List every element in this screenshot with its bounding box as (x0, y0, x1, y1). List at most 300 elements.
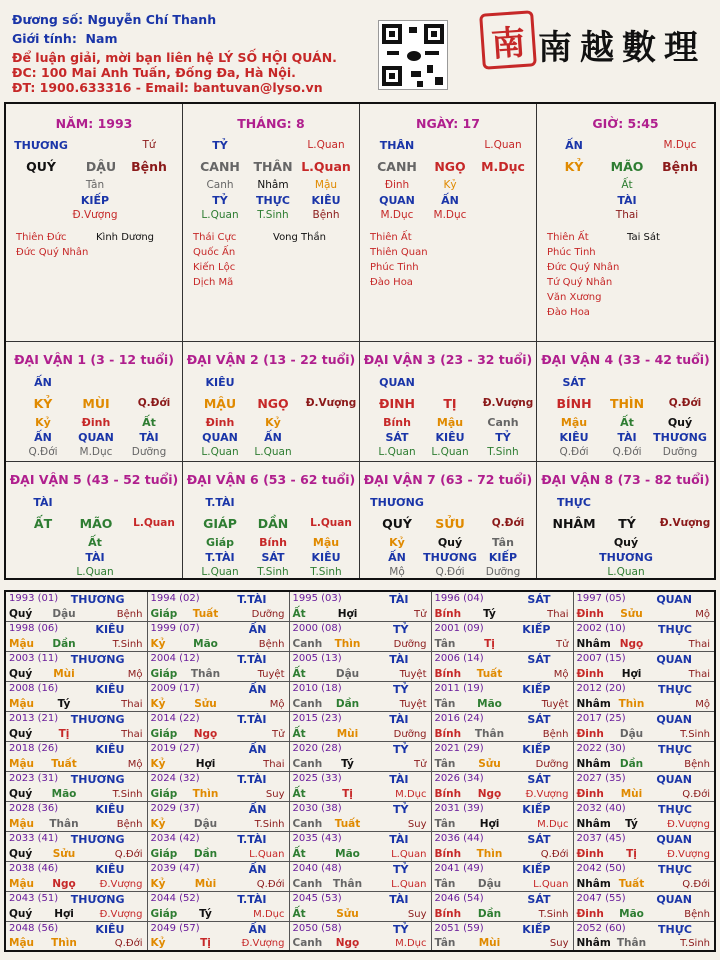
year-god: KIẾP (522, 622, 551, 636)
year-state: Đ.Vượng (525, 788, 569, 800)
year-cell (431, 891, 573, 921)
year-stem: Kỷ (150, 697, 166, 710)
year-stem: Quý (9, 727, 33, 740)
year-branch: Thìn (618, 697, 645, 710)
year-state: M.Dục (395, 788, 427, 800)
year-god: TÀI (389, 832, 409, 846)
year-branch: Thân (616, 937, 647, 949)
year-branch: Tý (57, 697, 71, 710)
year-cell (5, 651, 147, 681)
year-cell (147, 621, 289, 651)
shen-sha-item: Thái Cực (193, 232, 237, 243)
year-god: KIẾP (522, 862, 551, 876)
hidden-stem: Kỷ (35, 416, 51, 429)
year-cell (289, 831, 431, 861)
hidden-god: THƯƠNG (599, 551, 653, 564)
year-branch: Dậu (619, 727, 644, 740)
year-label: 2015 (23) (292, 712, 342, 724)
pillar-value: M.Dục (481, 159, 525, 174)
shen-sha-item: Đào Hoa (370, 277, 413, 288)
year-label: 2043 (51) (9, 892, 59, 904)
shen-sha-bad (273, 230, 326, 245)
year-stem: Tân (434, 637, 456, 650)
pillar-value: CANH (200, 159, 240, 174)
year-label: 2016 (24) (434, 712, 484, 724)
year-god: TỶ (393, 622, 409, 636)
year-stem: Tân (434, 877, 456, 890)
year-stem: Ất (292, 607, 306, 620)
year-cell (147, 741, 289, 771)
year-label: 1998 (06) (9, 622, 59, 634)
year-label: 2019 (27) (150, 742, 200, 754)
year-stem: Nhâm (576, 937, 611, 949)
pillar-value: L.Quan (484, 139, 522, 151)
pillar-value: Bệnh (662, 159, 698, 174)
year-label: 1996 (04) (434, 593, 484, 604)
year-label: 1995 (03) (292, 593, 342, 604)
year-label: 2049 (57) (150, 922, 200, 934)
hidden-god: KIÊU (311, 551, 341, 564)
year-label: 2017 (25) (576, 712, 626, 724)
pillar-value: Ất (621, 179, 633, 191)
year-branch: Tị (342, 787, 353, 800)
pillar-value: T.Sinh (257, 209, 289, 221)
contact-phone-email[interactable]: ĐT: 1900.633316 - Email: bantuvan@lyso.vn (12, 80, 323, 95)
year-cell (147, 771, 289, 801)
hidden-stem: Quý (667, 416, 693, 429)
dai-van-stem: BÍNH (556, 396, 592, 411)
year-label: 2024 (32) (150, 772, 200, 784)
year-god: KIÊU (95, 682, 125, 696)
pillar-title: NGÀY: 17 (416, 116, 480, 131)
dai-van-god: THƯƠNG (370, 496, 424, 509)
year-god: T.TÀI (237, 772, 267, 786)
year-state: Suy (407, 818, 427, 830)
hidden-stem: Quý (613, 536, 639, 549)
year-cell (5, 741, 147, 771)
year-state: Thai (688, 668, 710, 680)
year-cell (147, 861, 289, 891)
hidden-state: Q.Đới (612, 446, 642, 458)
year-stem: Tân (434, 697, 456, 710)
year-god: TỶ (393, 922, 409, 936)
year-state: Tuyệt (257, 668, 285, 680)
shen-sha-good (16, 230, 88, 260)
dai-van-state: Đ.Vượng (305, 397, 357, 409)
pillar-value: NGỌ (434, 159, 466, 174)
hidden-stem: Giáp (205, 536, 235, 549)
year-cell (431, 801, 573, 831)
year-branch: Ngọ (52, 877, 76, 890)
year-stem: Tân (434, 757, 456, 770)
dai-van-stem: ẤT (33, 516, 53, 531)
year-cell (289, 891, 431, 921)
year-state: Tuyệt (541, 698, 569, 710)
year-stem: Ất (292, 847, 306, 860)
year-state: Tuyệt (399, 668, 427, 680)
shen-sha-item: Văn Xương (547, 292, 602, 303)
year-branch: Mùi (194, 877, 217, 890)
pillar-title: THÁNG: 8 (237, 116, 305, 131)
pillar-value: Tứ (142, 139, 156, 151)
year-state: Bệnh (684, 908, 710, 920)
year-label: 2027 (35) (576, 772, 626, 784)
year-label: 2029 (37) (150, 802, 200, 814)
year-state: Mộ (695, 608, 710, 620)
year-cell (431, 831, 573, 861)
year-cell (289, 861, 431, 891)
year-state: Đ.Vượng (99, 908, 143, 920)
dai-van-stem: KỶ (33, 396, 53, 411)
hidden-state: Q.Đới (559, 446, 589, 458)
shen-sha-item: Dịch Mã (193, 277, 234, 288)
year-stem: Giáp (150, 727, 178, 740)
hidden-god: SÁT (261, 551, 285, 564)
dai-van-cell (6, 342, 183, 462)
year-stem: Tân (434, 937, 456, 949)
year-stem: Canh (292, 937, 323, 949)
year-cell (5, 801, 147, 831)
year-label: 2025 (33) (292, 772, 342, 784)
hidden-stem: Quý (437, 536, 463, 549)
year-state: Đ.Vượng (667, 848, 710, 860)
year-stem: Canh (292, 757, 323, 770)
hidden-stem: Mậu (436, 416, 464, 429)
shen-sha-item: Tai Sát (627, 232, 660, 243)
year-stem: Đinh (576, 907, 604, 920)
year-label: 2002 (10) (576, 622, 626, 634)
hidden-state: L.Quan (431, 446, 469, 458)
pillar-cell (6, 104, 183, 342)
year-label: 2009 (17) (150, 682, 200, 694)
year-state: Dưỡng (393, 728, 427, 740)
year-label: 2021 (29) (434, 742, 484, 754)
hidden-stem: Mậu (312, 536, 340, 549)
year-label: 2032 (40) (576, 802, 626, 814)
year-cell (573, 591, 715, 621)
year-state: T.Sinh (538, 908, 569, 920)
year-stem: Đinh (576, 787, 604, 800)
year-branch: Hợi (479, 817, 500, 830)
pillar-value: L.Quan (307, 139, 345, 151)
year-cell (5, 771, 147, 801)
table-row (5, 921, 715, 951)
pillar-value: Nhâm (257, 179, 289, 191)
year-state: Mộ (553, 668, 569, 680)
year-branch: Tý (483, 607, 496, 620)
hidden-god: KIÊU (559, 431, 589, 444)
annual-luck-table (4, 590, 716, 952)
year-stem: Canh (292, 817, 323, 830)
table-row (5, 711, 715, 741)
gender (12, 31, 117, 46)
year-stem: Bính (434, 607, 462, 620)
year-god: QUAN (656, 652, 692, 666)
year-state: T.Sinh (254, 818, 285, 830)
year-label: 2045 (53) (292, 892, 342, 904)
year-cell (431, 621, 573, 651)
dai-van-state: Đ.Vượng (659, 517, 711, 529)
year-god: THƯƠNG (70, 772, 125, 786)
year-label: 2051 (59) (434, 922, 484, 934)
year-god: ẤN (248, 742, 267, 756)
hidden-state: L.Quan (201, 566, 239, 578)
year-god: THỰC (658, 742, 692, 756)
year-label: 1994 (02) (150, 593, 200, 604)
year-stem: Nhâm (576, 817, 611, 830)
year-stem: Mậu (9, 697, 35, 710)
year-cell (289, 921, 431, 951)
year-god: ẤN (248, 922, 267, 936)
hidden-god: THƯƠNG (423, 551, 477, 564)
pillar-value: ẤN (565, 139, 583, 152)
year-god: T.TÀI (237, 652, 267, 666)
hidden-stem: Kỷ (389, 536, 405, 549)
year-stem: Mậu (9, 637, 35, 650)
year-branch: Tý (341, 757, 354, 770)
gender-label: Giới tính: (12, 31, 77, 46)
year-label: 2023 (31) (9, 772, 59, 784)
year-branch: Tị (484, 637, 495, 650)
year-stem: Bính (434, 667, 462, 680)
pillar-value: Tân (85, 179, 105, 191)
year-branch: Thìn (51, 937, 77, 949)
year-branch: Tuất (334, 817, 361, 830)
year-branch: Dần (619, 757, 644, 770)
table-row (5, 651, 715, 681)
year-god: QUAN (656, 712, 692, 726)
year-label: 2007 (15) (576, 652, 626, 664)
pillar-value: THỰC (256, 194, 290, 207)
hidden-state: Dưỡng (662, 446, 698, 458)
year-cell (431, 771, 573, 801)
year-god: THỰC (658, 922, 692, 936)
dai-van-branch: NGỌ (257, 396, 289, 411)
year-cell (289, 621, 431, 651)
year-state: Bệnh (258, 638, 285, 650)
year-god: SÁT (527, 892, 551, 906)
year-cell (289, 651, 431, 681)
pillar-value: L.Quan (201, 209, 239, 221)
brand-logo: 南越數理 (538, 28, 706, 68)
hidden-god: TÀI (617, 431, 637, 444)
year-god: SÁT (527, 832, 551, 846)
year-label: 2014 (22) (150, 712, 200, 724)
year-stem: Bính (434, 787, 462, 800)
year-god: QUAN (656, 593, 692, 606)
contact-address: ĐC: 100 Mai Anh Tuấn, Đống Đa, Hà Nội. (12, 65, 296, 80)
year-cell (5, 831, 147, 861)
year-label: 2033 (41) (9, 832, 59, 844)
year-cell (431, 711, 573, 741)
year-label: 2047 (55) (576, 892, 626, 904)
hidden-stem: Bính (383, 416, 411, 429)
year-branch: Thìn (192, 787, 219, 800)
year-label: 2044 (52) (150, 892, 200, 904)
year-god: TỶ (393, 682, 409, 696)
year-branch: Thân (474, 727, 505, 740)
year-stem: Ất (292, 727, 306, 740)
dai-van-title: ĐẠI VẬN 8 (73 - 82 tuổi) (541, 472, 710, 487)
pillar-value: Đ.Vượng (72, 209, 118, 221)
dai-van-god: SÁT (562, 376, 586, 389)
hidden-stem: Đinh (205, 416, 235, 429)
dai-van-cell (183, 462, 360, 578)
dai-van-branch: THÌN (609, 396, 645, 411)
pillar-value: MÃO (610, 159, 644, 174)
hidden-state: Q.Đới (435, 566, 465, 578)
year-god: THỰC (658, 802, 692, 816)
year-cell (5, 621, 147, 651)
year-label: 2042 (50) (576, 862, 626, 874)
year-label: 1993 (01) (9, 593, 59, 604)
year-label: 2052 (60) (576, 922, 626, 934)
year-cell (5, 681, 147, 711)
year-god: TỶ (393, 862, 409, 876)
dai-van-title: ĐẠI VẬN 2 (13 - 22 tuổi) (186, 352, 356, 367)
year-cell (573, 831, 715, 861)
hidden-state: T.Sinh (257, 566, 289, 578)
hidden-god: ẤN (388, 551, 406, 564)
year-state: Q.Đới (682, 878, 710, 890)
hidden-state: L.Quan (76, 566, 114, 578)
year-state: Đ.Vượng (241, 938, 285, 949)
pillar-value: Bệnh (312, 209, 340, 221)
year-branch: Hợi (54, 907, 74, 920)
year-cell (5, 591, 147, 621)
shen-sha-item: Đức Quý Nhân (16, 247, 89, 258)
year-stem: Mậu (9, 817, 35, 830)
year-cell (289, 591, 431, 621)
dai-van-stem: ĐINH (378, 396, 416, 411)
pillar-value: THÂN (253, 159, 293, 174)
year-state: Tử (556, 638, 569, 650)
year-stem: Nhâm (576, 877, 611, 890)
year-stem: Kỷ (150, 817, 166, 830)
year-state: Mộ (695, 698, 710, 710)
dai-van-state: Q.Đới (668, 397, 702, 409)
year-state: M.Dục (253, 908, 285, 920)
year-branch: Dần (52, 637, 76, 650)
year-stem: Giáp (150, 607, 178, 620)
year-stem: Kỷ (150, 757, 166, 770)
hidden-god: ẤN (34, 431, 52, 444)
year-label: 1999 (07) (150, 622, 200, 634)
year-branch: Ngọ (193, 727, 218, 740)
year-state: Bệnh (542, 728, 569, 740)
year-branch: Mão (477, 697, 502, 710)
dai-van-cell (537, 462, 714, 578)
pillar-value: Kỷ (443, 179, 457, 191)
year-state: T.Sinh (680, 728, 710, 740)
year-stem: Bính (434, 847, 462, 860)
year-branch: Hợi (337, 607, 358, 620)
year-state: Thai (263, 758, 285, 770)
year-stem: Canh (292, 697, 323, 710)
year-label: 2040 (48) (292, 862, 342, 874)
year-stem: Bính (434, 907, 462, 920)
year-branch: Sửu (336, 907, 359, 920)
pillar-value: CANH (377, 159, 417, 174)
year-state: Mộ (269, 698, 285, 710)
year-label: 2028 (36) (9, 802, 59, 814)
year-stem: Quý (9, 907, 33, 920)
pillar-value: KIẾP (80, 194, 110, 207)
year-cell (573, 921, 715, 951)
year-god: KIÊU (95, 862, 125, 876)
year-cell (573, 771, 715, 801)
year-branch: Mùi (478, 937, 501, 949)
table-row (5, 681, 715, 711)
pillar-value: ẤN (441, 194, 459, 207)
year-god: QUAN (656, 772, 692, 786)
year-cell (5, 891, 147, 921)
seal-stamp: 南 (479, 10, 537, 70)
dai-van-god: THỰC (557, 496, 591, 509)
pillar-value: M.Dục (380, 209, 414, 221)
year-god: KIÊU (95, 622, 125, 636)
year-branch: Dậu (52, 607, 76, 620)
year-cell (147, 681, 289, 711)
year-state: Thai (688, 638, 710, 650)
year-cell (431, 861, 573, 891)
shen-sha-bad (96, 230, 154, 245)
year-label: 2041 (49) (434, 862, 484, 874)
year-cell (289, 771, 431, 801)
year-god: ẤN (248, 622, 267, 636)
dai-van-god: ẤN (34, 376, 52, 389)
shen-sha-item: Thiên Đức (16, 232, 67, 243)
year-stem: Kỷ (150, 637, 166, 650)
dai-van-state: L.Quan (310, 517, 352, 529)
dai-van-title: ĐẠI VẬN 4 (33 - 42 tuổi) (541, 352, 710, 367)
dai-van-cell (183, 342, 360, 462)
year-stem: Canh (292, 877, 323, 890)
year-branch: Tị (200, 937, 211, 949)
year-stem: Ất (292, 667, 306, 680)
year-god: THƯƠNG (70, 832, 125, 846)
year-stem: Mậu (9, 877, 35, 890)
year-state: Tử (272, 728, 285, 740)
year-stem: Mậu (9, 757, 35, 770)
year-state: Q.Đới (114, 938, 143, 949)
qr-code[interactable] (378, 20, 448, 90)
pillar-value: QUÝ (26, 159, 56, 174)
year-branch: Tuất (51, 757, 77, 770)
year-label: 2035 (43) (292, 832, 342, 844)
year-god: ẤN (248, 802, 267, 816)
table-row (5, 591, 715, 621)
year-state: Q.Đới (682, 788, 710, 800)
year-state: L.Quan (391, 878, 427, 890)
year-god: T.TÀI (237, 832, 267, 846)
year-branch: Dậu (193, 817, 218, 830)
year-god: THƯƠNG (70, 892, 125, 906)
year-branch: Sửu (194, 697, 217, 710)
hidden-god: KIẾP (488, 551, 518, 564)
shen-sha-item: Phúc Tinh (547, 247, 596, 258)
year-branch: Sửu (52, 847, 76, 860)
hidden-state: L.Quan (254, 446, 292, 458)
table-row (5, 891, 715, 921)
year-branch: Tý (625, 817, 638, 830)
dai-van-branch: TÝ (618, 516, 636, 531)
year-stem: Đinh (576, 607, 604, 620)
table-row (5, 831, 715, 861)
year-cell (147, 651, 289, 681)
shen-sha-item: Thiên Ất (370, 232, 412, 243)
hidden-god: SÁT (385, 431, 409, 444)
